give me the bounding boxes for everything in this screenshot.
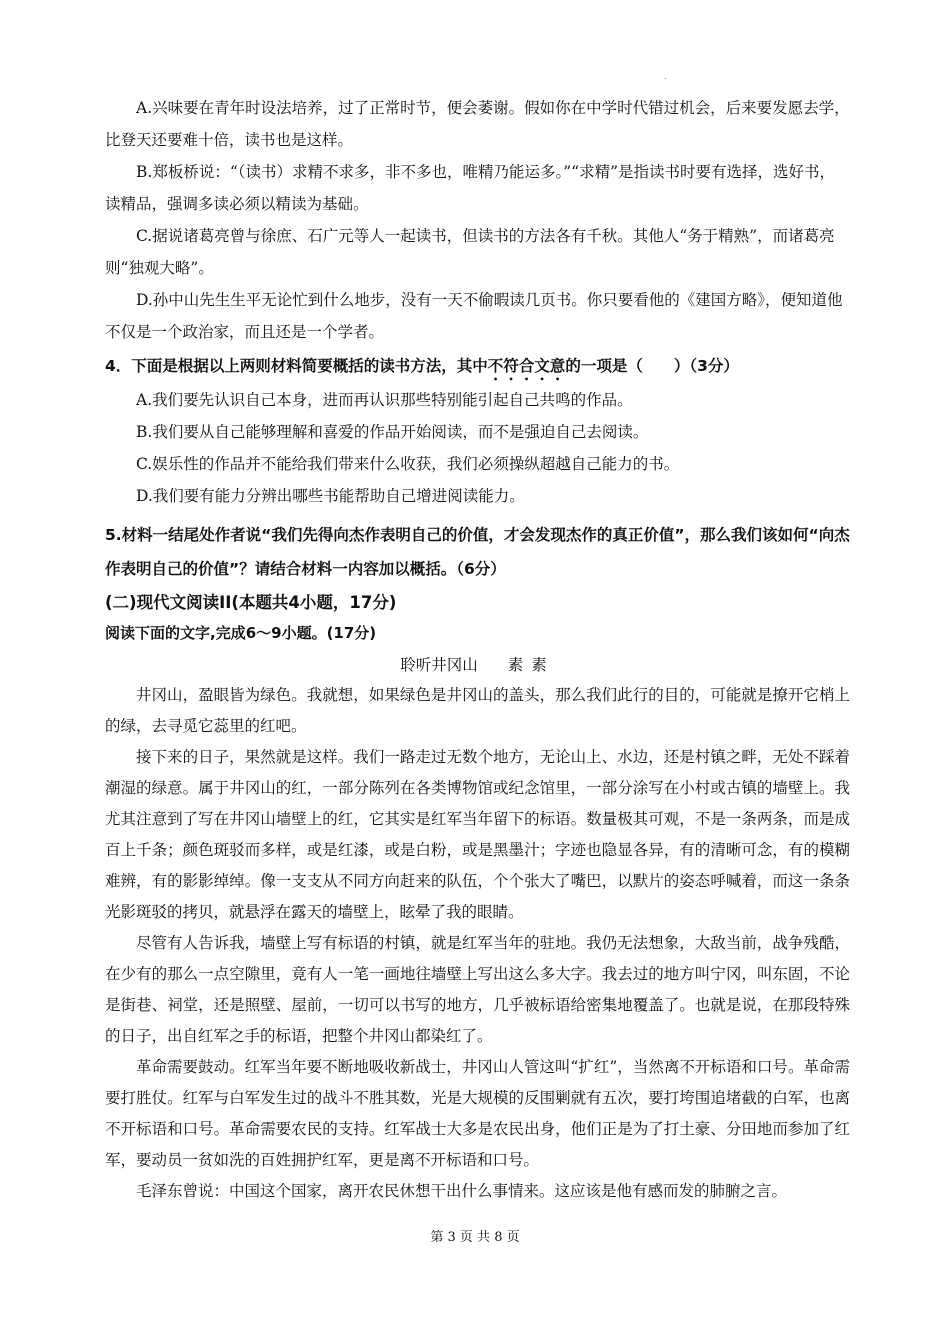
question-4-text: 4．下面是根据以上两则材料简要概括的读书方法，其中: [105, 357, 488, 375]
article-title-line: [105, 650, 850, 680]
article-paragraph: 尽管有人告诉我，墙壁上写有标语的村镇，就是红军当年的驻地。我仍无法想象，大敌当前，战争残酷，在少有的那么一点空隙里，竟有人一笔一画地往墙壁上写出这么多大字。我去过的地方叫宁冈，叫东固，不论是街巷、祠堂，还是照壁、屋前，一切可以书写的地方，几乎被标语给密集地覆盖了。也就是说，在那段特殊的日子，出自红军之手的标语，把整个井冈山都染红了。: [105, 934, 850, 1045]
q4-option-c: C.娱乐性的作品并不能给我们带来什么收获，我们必须操纵超越自己能力的书。: [136, 455, 680, 473]
article-paragraph: 革命需要鼓动。红军当年要不断地吸收新战士，井冈山人管这叫“扩红”，当然离不开标语和口号。革命需要打胜仗。红军与白军发生过的战斗不胜其数，光是大规模的反围剿就有五次，要打垮围追堵截的白军，也离不开标语和口号。革命需要农民的支持。红军战士大多是农民出身，他们正是为了打土豪、分田地而参加了红军，要动员一贫如洗的百姓拥护红军，更是离不开标语和口号。: [105, 1058, 850, 1169]
option-b: B.郑板桥说：“（读书）求精不求多，非不多也，唯精乃能运多。”“求精”是指读书时要有选择，选好书，读精品，强调多读必须以精读为基础。: [105, 163, 836, 213]
question-4: [105, 350, 850, 384]
article-author: 素素: [507, 656, 555, 674]
question-5: 5.材料一结尾处作者说“我们先得向杰作表明自己的价值，才会发现杰作的真正价值”，那么我们该如何“向杰作表明自己的价值”？请结合材料一内容加以概括。（6分）: [105, 526, 850, 578]
article-paragraph: 井冈山，盈眼皆为绿色。我就想，如果绿色是井冈山的盖头，那么我们此行的目的，可能就是撩开它梢上的绿，去寻觅它蕊里的红吧。: [105, 686, 850, 735]
page-footer: 第 3 页 共 8 页: [430, 1230, 520, 1245]
question-4-emphasis: 不符合文意: [487, 357, 566, 375]
option-d: D.孙中山先生生平无论忙到什么地步，没有一天不偷暇读几页书。你只要看他的《建国方略》，便知道他不仅是一个政治家，而且还是一个学者。: [105, 291, 843, 341]
q4-option-a: A.我们要先认识自己本身，进而再认识那些特别能引起自己共鸣的作品。: [136, 391, 633, 409]
article-paragraph: 毛泽东曾说：中国这个国家，离开农民休想干出什么事情来。这应该是他有感而发的肺腑之言。: [136, 1182, 788, 1200]
question-4-tail: 的一项是（ ）（3分）: [565, 357, 739, 375]
q4-option-d: D.我们要有能力分辨出哪些书能帮助自己增进阅读能力。: [136, 487, 525, 505]
article-paragraph: 接下来的日子，果然就是这样。我们一路走过无数个地方，无论山上、水边，还是村镇之畔，无处不踩着潮湿的绿意。属于井冈山的红，一部分陈列在各类博物馆或纪念馆里，一部分涂写在小村或古镇的墙壁上。我尤其注意到了写在井冈山墙壁上的红，它其实是红军当年留下的标语。数量极其可观，不是一条两条，而是成百上千条；颜色斑驳而多样，或是红漆，或是白粉，或是黑墨汁；字迹也隐显各异，有的清晰可念，有的模糊难辨，有的影影绰绰。像一支支从不同方向赶来的队伍，个个张大了嘴巴，以默片的姿态呼喊着，而这一条条光影斑驳的拷贝，就悬浮在露天的墙壁上，眩晕了我的眼睛。: [105, 748, 850, 921]
option-a: A.兴味要在青年时设法培养，过了正常时节，便会萎谢。假如你在中学时代错过机会，后来要发愿去学，比登天还要难十倍，读书也是这样。: [105, 99, 850, 149]
reading-instruction: 阅读下面的文字,完成6～9小题。(17分): [105, 624, 377, 642]
article-title: 聆听井冈山: [400, 656, 478, 674]
section-heading: (二)现代文阅读II(本题共4小题，17分): [105, 593, 397, 612]
option-c: C.据说诸葛亮曾与徐庶、石广元等人一起读书，但读书的方法各有千秋。其他人“务于精熟”，而诸葛亮则“独观大略”。: [105, 227, 835, 277]
page-content: [105, 92, 850, 1207]
scan-dot: .: [664, 72, 667, 81]
q4-option-b: B.我们要从自己能够理解和喜爱的作品开始阅读，而不是强迫自己去阅读。: [136, 423, 649, 441]
